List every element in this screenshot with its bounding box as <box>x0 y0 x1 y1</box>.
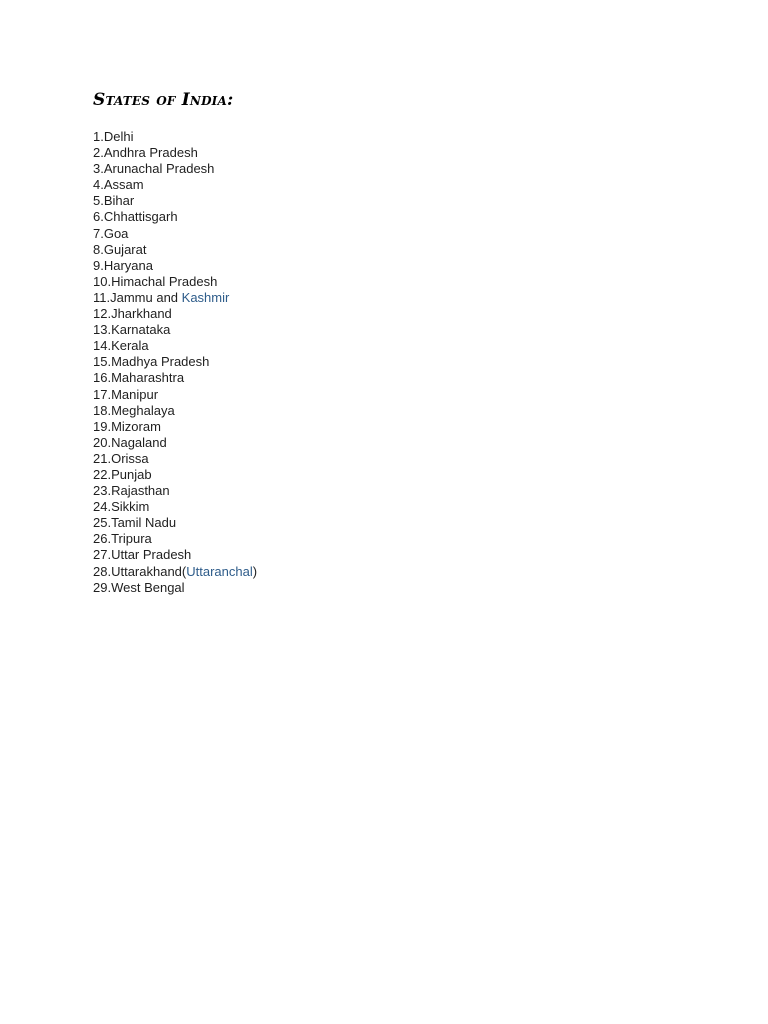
list-item <box>93 145 257 161</box>
list-item-number: 6. <box>93 209 104 225</box>
list-item <box>93 129 257 145</box>
list-item-text: Delhi <box>103 129 134 144</box>
list-item-text: Assam <box>103 177 144 193</box>
list-item-number: 10. <box>93 273 112 289</box>
list-item-number: 7. <box>93 225 104 241</box>
list-item-text: Tripura <box>111 531 152 547</box>
list-item <box>93 387 257 403</box>
list-item-number: 28. <box>93 563 112 579</box>
list-item-text: Jharkhand <box>111 306 172 322</box>
list-item-text: Goa <box>103 225 129 241</box>
list-item-number: 15. <box>93 354 112 370</box>
list-item-text: Himachal Pradesh <box>111 273 218 289</box>
list-item <box>93 531 257 547</box>
list-item <box>93 338 257 354</box>
list-item <box>93 580 257 596</box>
list-item-text: ) <box>252 563 258 579</box>
list-item-number: 22. <box>93 466 112 482</box>
list-item-text: Haryana <box>103 257 153 273</box>
list-item <box>93 290 257 306</box>
list-item <box>93 547 257 563</box>
list-item <box>93 467 257 483</box>
list-item <box>93 515 257 531</box>
list-item-number: 24. <box>93 499 112 515</box>
list-item-text: Mizoram <box>111 418 161 434</box>
list-item-number: 20. <box>93 434 112 450</box>
list-item-text: Orissa <box>111 450 149 466</box>
list-item-number: 26. <box>93 531 112 547</box>
list-item <box>93 226 257 242</box>
list-item-text: Tamil Nadu <box>111 515 177 531</box>
list-item <box>93 274 257 290</box>
list-item-text: Gujarat <box>103 241 147 257</box>
list-item <box>93 193 257 209</box>
list-item-text: Maharashtra <box>111 370 185 386</box>
list-item <box>93 483 257 499</box>
list-item <box>93 354 257 370</box>
list-item-number: 8. <box>93 241 104 257</box>
list-item-text: Sikkim <box>111 499 150 515</box>
list-item-text: Meghalaya <box>111 402 175 418</box>
list-item-number: 14. <box>93 338 112 354</box>
list-item <box>93 242 257 258</box>
states-list <box>93 129 257 596</box>
list-item-text: Kerala <box>111 338 149 354</box>
list-item-number: 11. <box>93 289 111 305</box>
list-item-number: 1. <box>93 129 104 144</box>
list-item-number: 9. <box>93 257 104 273</box>
list-item-number: 25. <box>93 515 112 531</box>
list-item-number: 16. <box>93 370 112 386</box>
list-item-number: 17. <box>93 386 112 402</box>
list-item-text: Manipur <box>111 386 159 402</box>
list-item <box>93 258 257 274</box>
list-item-number: 4. <box>93 177 104 193</box>
list-item-text: Uttar Pradesh <box>111 547 192 563</box>
list-item-text: Rajasthan <box>111 483 170 499</box>
list-item <box>93 209 257 225</box>
list-item-number: 18. <box>93 402 112 418</box>
list-item-text: Karnataka <box>111 322 171 338</box>
list-item-text: Chhattisgarh <box>103 209 178 225</box>
list-item-number: 3. <box>93 161 104 177</box>
list-item-number: 23. <box>93 483 112 499</box>
list-item-text: Punjab <box>111 466 152 482</box>
state-link[interactable]: Uttaranchal <box>186 563 253 579</box>
list-item-number: 5. <box>93 193 104 209</box>
list-item-text: West Bengal <box>111 579 185 595</box>
list-item-text: Uttarakhand( <box>111 563 187 579</box>
list-item <box>93 499 257 515</box>
list-item <box>93 403 257 419</box>
list-item <box>93 306 257 322</box>
list-item <box>93 161 257 177</box>
document-title: States of India: <box>93 90 234 110</box>
list-item-text: Madhya Pradesh <box>111 354 210 370</box>
list-item-number: 29. <box>93 579 112 595</box>
list-item-number: 19. <box>93 418 112 434</box>
list-item <box>93 564 257 580</box>
list-item-text: Andhra Pradesh <box>103 145 198 161</box>
list-item <box>93 451 257 467</box>
list-item-number: 27. <box>93 547 112 563</box>
list-item-number: 13. <box>93 322 112 338</box>
list-item-text: Bihar <box>103 193 135 209</box>
list-item <box>93 370 257 386</box>
list-item-number: 2. <box>93 145 104 161</box>
list-item-text: Jammu and <box>110 289 182 305</box>
list-item-number: 21. <box>93 450 112 466</box>
state-link[interactable]: Kashmir <box>181 289 230 305</box>
list-item-number: 12. <box>93 306 112 322</box>
list-item-text: Nagaland <box>111 434 167 450</box>
list-item-text: Arunachal Pradesh <box>103 161 215 177</box>
list-item <box>93 322 257 338</box>
list-item <box>93 177 257 193</box>
list-item <box>93 419 257 435</box>
list-item <box>93 435 257 451</box>
